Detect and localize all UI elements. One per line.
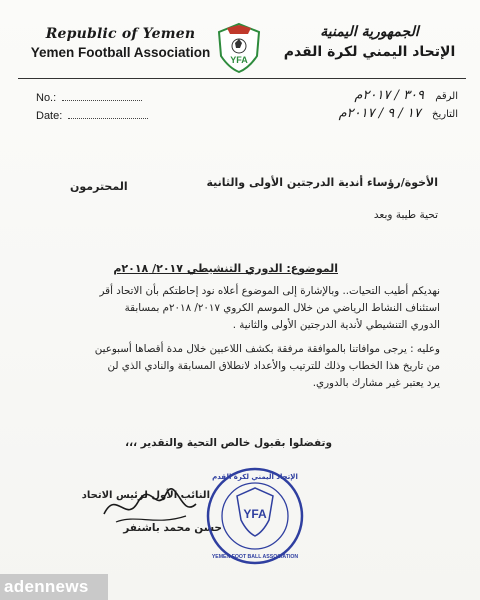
- signatory-name: حسن محمد باشنفر: [123, 522, 222, 534]
- header-ar-republic: الجمهورية اليمنية: [320, 24, 419, 40]
- no-dotted-line: [62, 90, 142, 101]
- logo-text: YFA: [230, 55, 248, 65]
- p1-line-3: الدوري التنشيطي لأندية الدرجتين الأولى والثانية .: [232, 319, 440, 331]
- date-ar-field: [339, 106, 458, 121]
- header-en-association: Yemen Football Association: [30, 45, 211, 60]
- greeting: تحية طيبة وبعد: [373, 209, 438, 221]
- header-en-republic: Republic of Yemen: [45, 26, 196, 42]
- official-stamp-icon: [205, 466, 305, 566]
- ref-field: [354, 88, 458, 103]
- paragraph-1: [40, 283, 440, 334]
- yfa-logo-icon: [215, 22, 263, 74]
- stamp-english-text: YEMEN FOOT BALL ASSOCIATION: [211, 554, 299, 560]
- date-field: [36, 108, 148, 122]
- p1-line-2: استئناف النشاط الرياضي من خلال الموسم الكروي ٢٠١٧/ ٢٠١٨م بمسابقة: [124, 302, 440, 314]
- header-arabic: [277, 24, 462, 60]
- header-ar-association: الإتحاد اليمني لكرة القدم: [283, 44, 456, 60]
- subject-line: الموضوع: الدوري التنشيطي ٢٠١٧/ ٢٠١٨م: [113, 262, 338, 275]
- date-dotted-line: [68, 108, 148, 119]
- signatory-title: النائب الأول لرئيس الاتحاد: [81, 490, 210, 501]
- p2-line-3: يرد يعتبر غير مشارك بالدوري.: [312, 377, 440, 389]
- addressee: الأخوة/رؤساء أندية الدرجتين الأولى والثانية: [206, 176, 438, 189]
- paragraph-2: [40, 341, 440, 392]
- p1-line-1: نهديكم أطيب التحيات.. وبالإشارة إلى الموضوع أعلاه نود إحاطتكم بأن الاتحاد أقر: [99, 285, 440, 297]
- respected-label: المحترمون: [70, 180, 128, 193]
- date-ar-value: ١٧ / ٩ / ٢٠١٧م: [338, 106, 421, 121]
- header-english: [28, 26, 213, 60]
- date-ar-label: التاريخ: [432, 109, 458, 120]
- stamp-center-text: YFA: [243, 507, 267, 521]
- no-field: [36, 90, 142, 104]
- p2-line-1: وعليه : يرجى موافاتنا بالموافقة مرفقة بكشف اللاعبين خلال مدة أقصاها أسبوعين: [94, 343, 440, 355]
- ref-value: ٣٠٩ / ٢٠١٧م: [354, 88, 425, 103]
- stamp-arabic-text: الإتحاد اليمني لكرة القدم: [212, 473, 298, 481]
- watermark-adennews: adennews: [0, 574, 108, 600]
- no-label: No.:: [36, 92, 57, 104]
- date-label: Date:: [36, 110, 63, 122]
- closing-line: وتفضلوا بقبول خالص التحية والتقدير ،،،: [125, 437, 332, 449]
- ref-label: الرقم: [435, 91, 458, 102]
- p2-line-2: من تاريخ هذا الخطاب وذلك للترتيب والأعداد لانطلاق المسابقة والنادي الذي لن: [107, 360, 440, 372]
- header-divider: [18, 78, 466, 79]
